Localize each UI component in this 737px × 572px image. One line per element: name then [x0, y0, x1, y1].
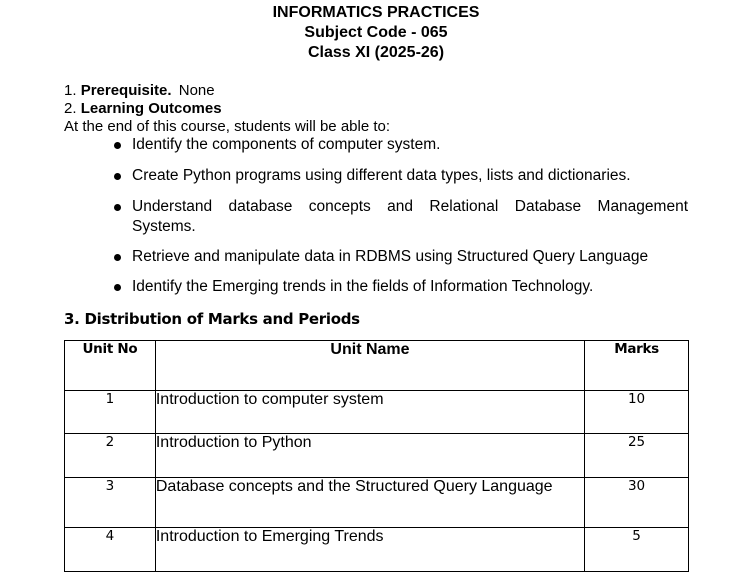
cell-marks: 10: [585, 391, 689, 434]
cell-unit-name: Introduction to Emerging Trends: [155, 528, 584, 572]
prerequisite-label: Prerequisite.: [80, 82, 172, 99]
prerequisite-number: 1.: [64, 82, 77, 99]
table-row: [65, 434, 689, 478]
cell-unit-no: 4: [65, 528, 156, 572]
learning-outcomes-label: Learning Outcomes: [80, 100, 222, 117]
cell-unit-no: 1: [65, 391, 156, 434]
marks-distribution-table: [64, 340, 689, 572]
cell-unit-name: Database concepts and the Structured Query Language: [155, 478, 584, 528]
bullet-icon: [114, 254, 121, 261]
outcome-item: Identify the Emerging trends in the fields of Information Technology.: [110, 277, 688, 297]
prerequisite-value: None: [178, 82, 215, 99]
cell-marks: 30: [585, 478, 689, 528]
outcome-item: Understand database concepts and Relational Database Management Systems.: [110, 197, 688, 237]
class-year: Class XI (2025-26): [307, 44, 445, 61]
bullet-icon: [114, 204, 121, 211]
header-marks: Marks: [585, 341, 689, 391]
subject-code: Subject Code - 065: [304, 24, 448, 41]
document-header: [0, 3, 737, 63]
learning-outcomes-number: 2.: [64, 100, 77, 117]
cell-unit-name: Introduction to computer system: [155, 391, 584, 434]
cell-unit-no: 3: [65, 478, 156, 528]
table-row: [65, 478, 689, 528]
cell-unit-name: Introduction to Python: [155, 434, 584, 478]
learning-outcomes-heading: [64, 100, 222, 118]
outcome-item: Create Python programs using different data types, lists and dictionaries.: [110, 166, 688, 186]
cell-marks: 25: [585, 434, 689, 478]
table-row: [65, 391, 689, 434]
header-unit-name: Unit Name: [155, 341, 584, 391]
bullet-icon: [114, 284, 121, 291]
outcome-item: Identify the components of computer system.: [110, 135, 688, 155]
subject-title: INFORMATICS PRACTICES: [272, 4, 480, 21]
distribution-heading: 3. Distribution of Marks and Periods: [64, 310, 360, 328]
cell-marks: 5: [585, 528, 689, 572]
bullet-icon: [114, 173, 121, 180]
table-row: [65, 528, 689, 572]
outcome-item: Retrieve and manipulate data in RDBMS using Structured Query Language: [110, 247, 688, 267]
prerequisite-line: [64, 82, 215, 100]
header-unit-no: Unit No: [65, 341, 156, 391]
bullet-icon: [114, 142, 121, 149]
learning-outcomes-intro: At the end of this course, students will be able to:: [64, 118, 391, 135]
table-header-row: [65, 341, 689, 391]
cell-unit-no: 2: [65, 434, 156, 478]
